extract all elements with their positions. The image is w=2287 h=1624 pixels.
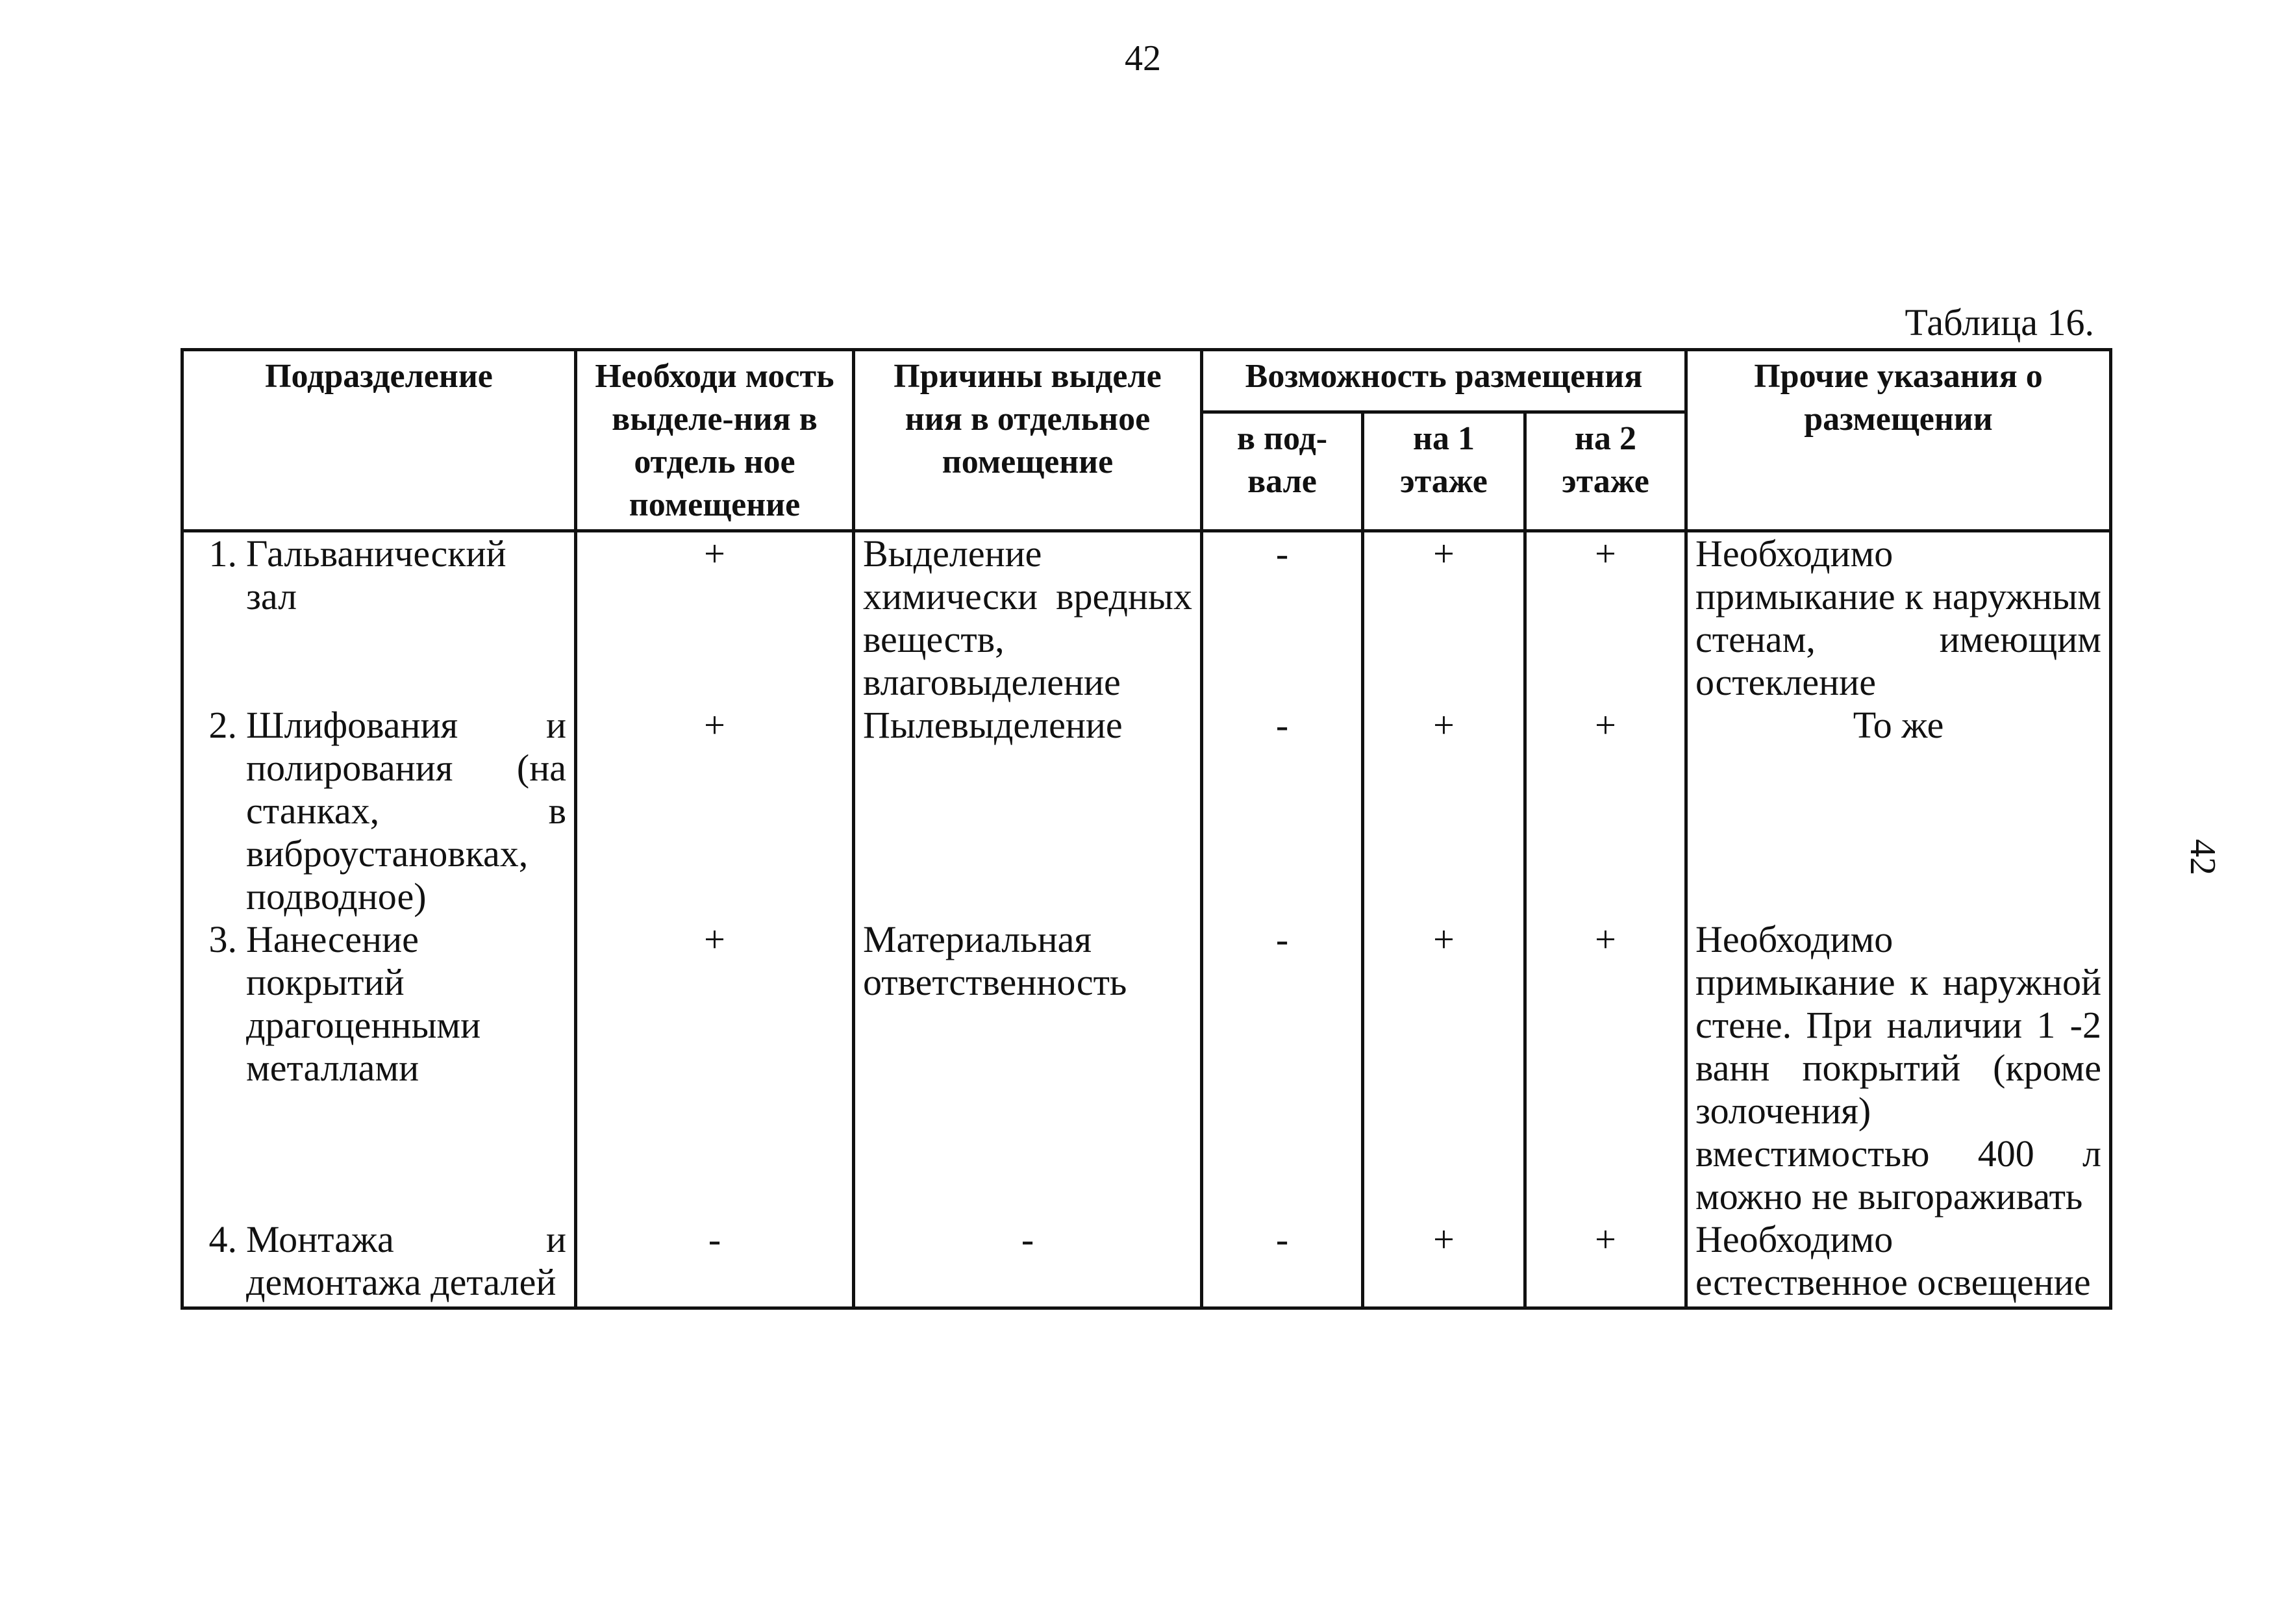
header-reasons: Причины выделе ния в отдельное помещение <box>854 350 1202 531</box>
cell-floor2: + <box>1525 704 1686 918</box>
cell-floor2: + <box>1525 531 1686 705</box>
page-number-top: 42 <box>1125 38 1161 79</box>
cell-other: Необходимо естественное освещение <box>1686 1218 2111 1308</box>
cell-reasons: - <box>854 1218 1202 1308</box>
header-placement-floor2: на 2 этаже <box>1525 412 1686 531</box>
header-placement-floor1: на 1 этаже <box>1363 412 1525 531</box>
cell-other: Необходимо примыкание к наружной стене. При наличии 1 -2 ванн покрытий (кроме золочения) вместимостью 400 л можно не выгораживать <box>1686 918 2111 1218</box>
row-number: 3. <box>208 918 237 960</box>
table-caption: Таблица 16. <box>1905 301 2094 344</box>
page-number-side: 42 <box>2182 839 2223 875</box>
cell-basement: - <box>1202 918 1363 1218</box>
cell-basement: - <box>1202 531 1363 705</box>
cell-floor1: + <box>1363 531 1525 705</box>
unit-name: Шлифования и полирования (на станках, в виброустановках, подводное) <box>246 704 566 918</box>
cell-necessity: + <box>576 704 854 918</box>
table-row <box>182 1218 2111 1308</box>
header-necessity: Необходи мость выделе-ния в отдель ное помещение <box>576 350 854 531</box>
table-row <box>182 918 2111 1218</box>
placement-table <box>181 348 2112 1310</box>
cell-floor2: + <box>1525 1218 1686 1308</box>
cell-floor1: + <box>1363 1218 1525 1308</box>
cell-unit <box>182 704 576 918</box>
row-number: 4. <box>208 1218 237 1260</box>
cell-floor2: + <box>1525 918 1686 1218</box>
table-header-row <box>182 350 2111 412</box>
cell-reasons: Материальная ответственность <box>854 918 1202 1218</box>
row-number: 1. <box>208 532 237 575</box>
cell-reasons: Пылевыделение <box>854 704 1202 918</box>
cell-necessity: + <box>576 531 854 705</box>
cell-basement: - <box>1202 704 1363 918</box>
row-number: 2. <box>208 704 237 746</box>
cell-reasons: Выделение химически вредных веществ, влаговыделение <box>854 531 1202 705</box>
header-placement-group: Возможность размещения <box>1202 350 1686 412</box>
cell-necessity: - <box>576 1218 854 1308</box>
header-other: Прочие указания о размещении <box>1686 350 2111 531</box>
header-placement-basement: в под-вале <box>1202 412 1363 531</box>
table-row <box>182 531 2111 705</box>
unit-name: Нанесение покрытий драгоценными металлами <box>246 918 481 1089</box>
unit-name: Монтажа и демонтажа деталей <box>246 1218 566 1303</box>
cell-unit <box>182 918 576 1218</box>
cell-unit <box>182 1218 576 1308</box>
cell-basement: - <box>1202 1218 1363 1308</box>
cell-necessity: + <box>576 918 854 1218</box>
cell-unit <box>182 531 576 705</box>
header-unit: Подразделение <box>182 350 576 531</box>
cell-other: Необходимо примыкание к наружным стенам, имеющим остекление <box>1686 531 2111 705</box>
cell-other: То же <box>1686 704 2111 918</box>
cell-floor1: + <box>1363 918 1525 1218</box>
unit-name: Гальванический зал <box>246 532 506 618</box>
table-row <box>182 704 2111 918</box>
cell-floor1: + <box>1363 704 1525 918</box>
